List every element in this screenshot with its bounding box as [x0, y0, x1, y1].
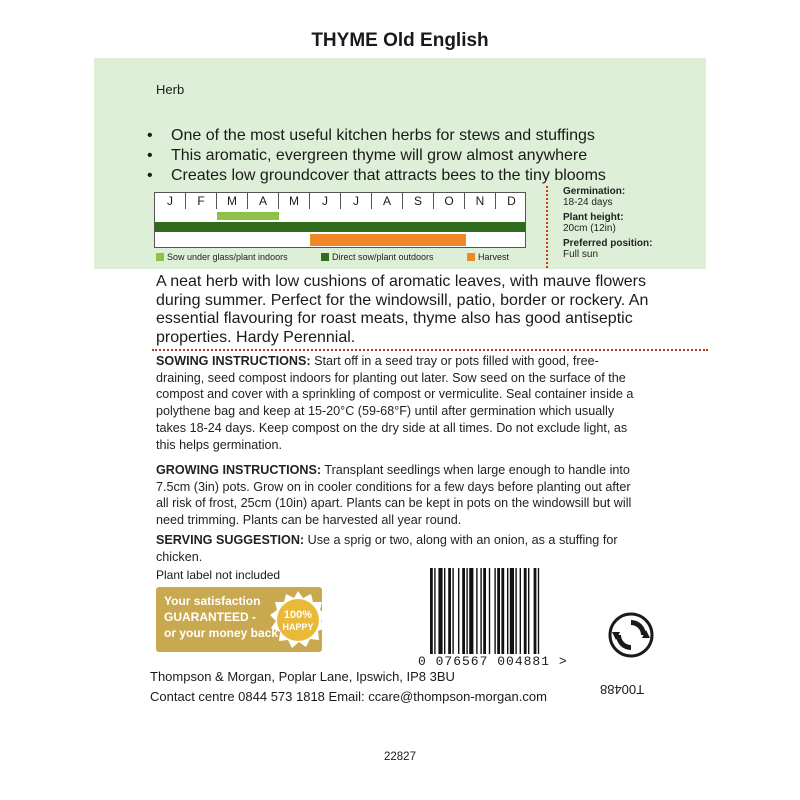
month-label: A	[248, 193, 279, 209]
legend-label: Harvest	[478, 252, 510, 262]
month-label: O	[434, 193, 465, 209]
growing-text: Transplant seedlings when large enough to handle into 7.5cm (3in) pots. Grow on in cooler conditions for a few days before planting out after all risk of frost, 25cm (10in) apart. Plants can be kept in pots on the windowsill but will need trimming. Plants can be harvested all year round.	[156, 463, 632, 528]
serving-suggestion	[156, 532, 646, 565]
month-label: J	[310, 193, 341, 209]
germination-label: Germination:	[563, 186, 626, 197]
sowing-instructions	[156, 353, 646, 453]
height-value: 20cm (12in)	[563, 223, 616, 234]
growing-heading: GROWING INSTRUCTIONS:	[156, 463, 322, 477]
month-label: M	[279, 193, 310, 209]
sowing-text: Start off in a seed tray or pots filled with good, free-draining, seed compost indoors for planting out later. Sow seed on the surface of the compost and cover with a sprinkling of compost or vermiculite. Seal container inside a polythene bag and keep at 15-20°C (59-68°F) until after germination which usually takes 18-24 days. Keep compost on the dry side at all times. Do not exclude light, as this helps germination.	[156, 354, 634, 452]
height-label: Plant height:	[563, 212, 624, 223]
plant-label-note: Plant label not included	[156, 568, 281, 582]
footer-code: 22827	[384, 751, 416, 763]
position-value: Full sun	[563, 249, 599, 260]
month-label: J	[155, 193, 186, 209]
barcode	[428, 568, 588, 654]
month-label: N	[465, 193, 496, 209]
legend-harvest	[467, 252, 509, 262]
month-label: M	[217, 193, 248, 209]
month-label: F	[186, 193, 217, 209]
swatch-icon	[467, 253, 475, 261]
legend-label: Sow under glass/plant indoors	[167, 252, 288, 262]
seal-bottom-text: HAPPY	[282, 622, 314, 632]
swatch-icon	[156, 253, 164, 261]
sowing-heading: SOWING INSTRUCTIONS:	[156, 354, 311, 368]
contact-details: Contact centre 0844 573 1818 Email: ccare@thompson-morgan.com	[150, 689, 547, 704]
growing-instructions	[156, 462, 646, 529]
feature-text: Creates low groundcover that attracts bees to the tiny blooms	[171, 167, 606, 184]
legend-label: Direct sow/plant outdoors	[332, 252, 434, 262]
legend-sow-outdoors	[321, 252, 434, 262]
feature-bullet: • One of the most useful kitchen herbs for stews and stuffings	[147, 127, 595, 144]
feature-bullet: • Creates low groundcover that attracts bees to the tiny blooms	[147, 167, 606, 184]
feature-text: One of the most useful kitchen herbs for stews and stuffings	[171, 127, 595, 144]
green-dot-recycle-icon	[608, 612, 654, 658]
germination-value: 18-24 days	[563, 197, 613, 208]
divider-horizontal	[152, 349, 708, 351]
month-label: S	[403, 193, 434, 209]
category-label: Herb	[156, 82, 185, 97]
guarantee-text	[164, 593, 278, 641]
seal-top-text: 100%	[283, 609, 313, 621]
serving-text: Use a sprig or two, along with an onion, as a stuffing for chicken.	[156, 533, 618, 564]
position-label: Preferred position:	[563, 238, 653, 249]
feature-bullets	[147, 126, 606, 186]
serving-heading: SERVING SUGGESTION:	[156, 533, 305, 547]
divider-vertical	[546, 186, 548, 268]
month-label: D	[507, 194, 516, 208]
company-address: Thompson & Morgan, Poplar Lane, Ipswich, IP8 3BU	[150, 669, 455, 684]
growing-facts	[563, 186, 652, 260]
guarantee-line: GUARANTEED -	[164, 610, 256, 624]
feature-text: This aromatic, evergreen thyme will grow almost anywhere	[171, 147, 588, 164]
guarantee-line: Your satisfaction	[164, 594, 261, 608]
product-title: THYME Old English	[311, 30, 489, 51]
sowing-calendar	[154, 192, 526, 248]
product-description: A neat herb with low cushions of aromatic leaves, with mauve flowers during summer. Perfect for the windowsill, patio, border or rockery. An essential flavouring for roast meats, thyme also has good antiseptic properties. Hardy Perennial.	[156, 273, 649, 346]
sow-outdoors-bar	[155, 222, 525, 232]
guarantee-line: or your money back	[164, 626, 279, 640]
happy-seal-icon	[268, 590, 328, 650]
product-code: T00488	[600, 682, 645, 697]
barcode-number: 0 076567 004881 >	[418, 654, 568, 669]
legend-sow-indoors	[156, 252, 288, 262]
feature-bullet: • This aromatic, evergreen thyme will grow almost anywhere	[147, 147, 588, 164]
sow-indoors-bar	[217, 212, 279, 220]
harvest-bar	[310, 234, 466, 246]
month-label: J	[341, 193, 372, 209]
month-label: A	[372, 193, 403, 209]
swatch-icon	[321, 253, 329, 261]
